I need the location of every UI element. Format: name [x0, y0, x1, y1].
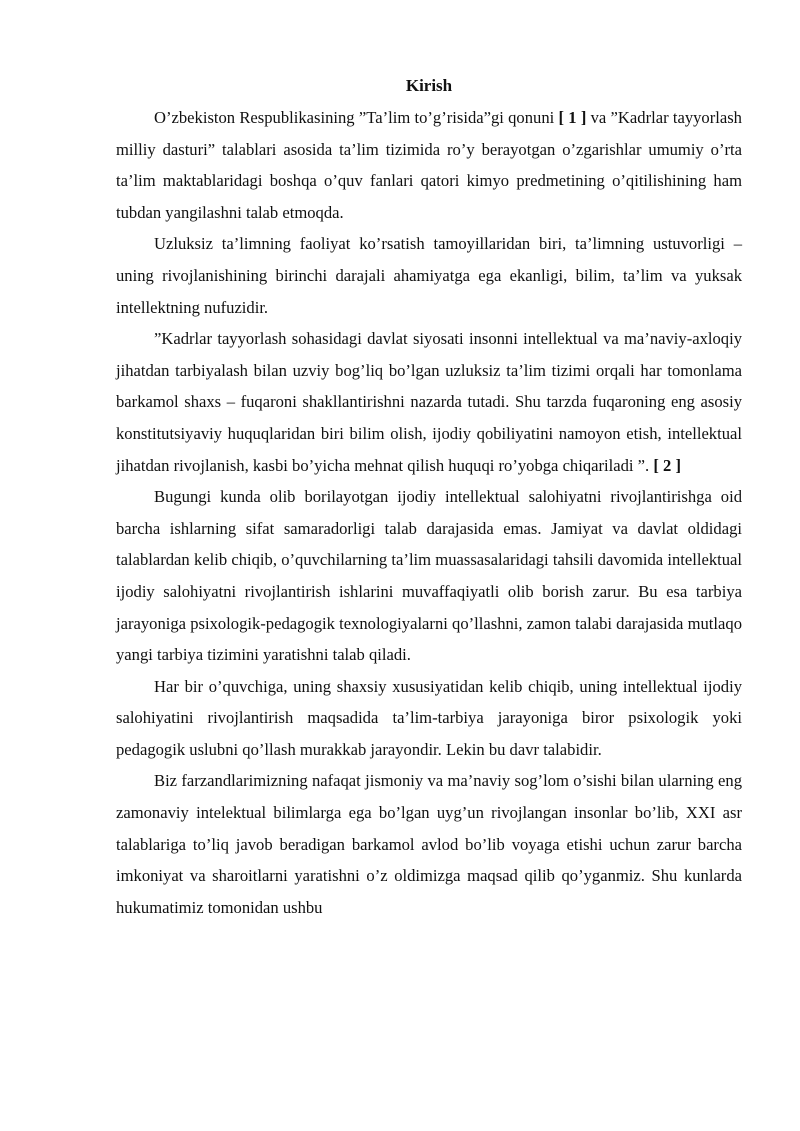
paragraph-5: Har bir o’quvchiga, uning shaxsiy xususiyatidan kelib chiqib, uning intellektual ijodiy salohiyatini rivojlantirish maqsadida ta’lim-tarbiya jarayoniga biror psixologik yoki pedagogik uslubni qo’llash murakkab jarayondir. Lekin bu davr talabidir.	[116, 676, 742, 759]
paragraph-1-text-continued: va ”Kadrlar tayyorlash milliy dasturi” talablari asosida ta’lim tizimida ro’y berayotgan o’zgarishlar umumiy o’rta ta’lim maktablaridagi boshqa o’quv fanlari qatori kimyo predmetining o’qitilishining ham tubdan yangilashni talab etmoqda.	[116, 108, 742, 222]
paragraph-6: Biz farzandlarimizning nafaqat jismoniy va ma’naviy sog’lom o’sishi bilan ularning eng zamonaviy intelektual bilimlarga ega bo’lgan uyg’un rivojlangan insonlar bo’lib, XXI asr talablariga to’liq javob beradigan barkamol avlod bo’lib voyaga etishi uchun zarur barcha imkoniyat va sharoitlarni yaratishni o’z oldimizga maqsad qilib qo’yganmiz. Shu kunlarda hukumatimiz tomonidan ushbu	[116, 771, 742, 917]
paragraph-3-text: ”Kadrlar tayyorlash sohasidagi davlat siyosati insonni intellektual va ma’naviy-axloqiy jihatdan tarbiyalash bilan uzviy bog’liq bo’lgan uzluksiz ta’lim tizimi orqali har tomonlama barkamol shaxs – fuqaroni shakllantirishni nazarda tutadi. Shu tarzda fuqaroning eng asosiy konstitutsiyaviy huquqlaridan biri bilim olish, ijodiy qobiliyatini namoyon etish, intellektual jihatdan rivojlanish, kasbi bo’yicha mehnat qilish huquqi ro’yobga chiqariladi ”.	[116, 329, 742, 475]
document-body	[116, 74, 742, 923]
paragraph-1	[116, 102, 742, 228]
paragraph-1-text: O’zbekiston Respublikasining ”Ta’lim to’g’risida”gi qonuni	[154, 108, 559, 127]
paragraph-4: Bugungi kunda olib borilayotgan ijodiy intellektual salohiyatni rivojlantirishga oid barcha ishlarning sifat samaradorligi talab darajasida emas. Jamiyat va davlat oldidagi talablardan kelib chiqib, o’quvchilarning ta’lim muassasalaridagi tahsili davomida intellektual ijodiy salohiyatni rivojlantirish ishlarini muvaffaqiyatli olib borish zarur. Bu esa tarbiya jarayoniga psixologik-pedagogik texnologiyalarni qo’llashni, zamon talabi darajasida mutlaqo yangi tarbiya tizimini yaratishni talab qiladi.	[116, 487, 742, 665]
reference-2: [ 2 ]	[653, 455, 681, 475]
paragraph-2: Uzluksiz ta’limning faoliyat ko’rsatish tamoyillaridan biri, ta’limning ustuvorligi – uning rivojlanishining birinchi darajali ahamiyatga ega ekanligi, bilim, ta’lim va yuksak intellektning nufuzidir.	[116, 234, 742, 317]
page-title: Kirish	[405, 76, 453, 95]
paragraph-3	[116, 323, 742, 481]
reference-1: [ 1 ]	[558, 108, 587, 127]
